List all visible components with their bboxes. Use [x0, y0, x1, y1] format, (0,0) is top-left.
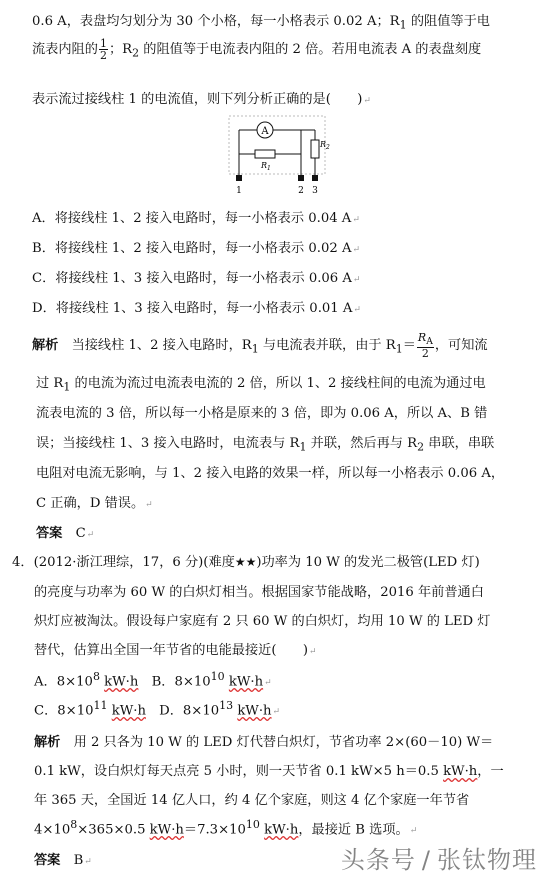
watermark-slash: / — [421, 846, 431, 874]
question-text: (2012·浙江理综，17，6 分)(难度 — [33, 555, 235, 570]
ammeter-label: A — [261, 126, 269, 137]
answer-value: B — [73, 853, 84, 868]
q2-analysis-line-3 — [34, 789, 469, 808]
paragraph-mark-icon: ↵ — [264, 678, 272, 689]
fraction-ra-over-2 — [417, 332, 434, 359]
q1-analysis-line-3 — [36, 402, 487, 421]
r1-letter: R — [261, 161, 268, 170]
paragraph-mark-icon: ↵ — [145, 500, 153, 510]
subscript: 2 — [417, 440, 425, 454]
q1-analysis-line-5 — [36, 462, 504, 481]
paragraph-mark-icon: ↵ — [353, 305, 361, 315]
intro-text: ；R — [108, 42, 133, 57]
unit-text: kW·h — [228, 674, 264, 690]
analysis-text: 过 R — [36, 376, 64, 391]
r1-label — [260, 161, 271, 172]
fraction-denominator: 2 — [421, 347, 429, 361]
q1-analysis-line-4 — [36, 432, 494, 454]
q2-line-2 — [34, 581, 484, 600]
terminal-3 — [312, 175, 318, 181]
analysis-text: 并联，然后再与 R — [306, 436, 418, 451]
subscript: 1 — [399, 18, 407, 32]
analysis-text: 用 2 只各为 10 W 的 LED 灯代替白炽灯，节省功率 2×(60－10) W＝ — [73, 735, 494, 750]
superscript: 8 — [70, 818, 78, 831]
option-text: C．将接线柱 1、3 接入电路时，每一小格表示 0.06 A — [32, 271, 352, 286]
analysis-text: ，一 — [477, 764, 504, 779]
q2-answer — [34, 849, 92, 868]
question-number: 4． — [12, 555, 34, 570]
analysis-text: 0.1 kW，设白炽灯每天点亮 5 小时，则一天节省 0.1 kW×5 h＝0.5 — [34, 764, 444, 779]
analysis-text: 流表电流的 3 倍，所以每一小格是原来的 3 倍，即为 0.06 A，所以 A、B 错 — [36, 406, 488, 421]
q1-analysis-line-2 — [36, 372, 486, 394]
analysis-label: 解析 — [34, 735, 61, 750]
paragraph-mark-icon: ↵ — [352, 215, 360, 225]
q2-options-ab — [34, 670, 272, 689]
unit-text: kW·h — [111, 703, 146, 719]
option-text: C．8×10 — [34, 703, 94, 719]
r2-resistor — [311, 140, 319, 158]
r2-subscript: 2 — [326, 144, 330, 151]
analysis-text: 电阻对电流无影响，与 1、2 接入电路的效果一样，所以每一小格表示 0.06 A， — [36, 466, 505, 481]
watermark-text: 头条号 — [340, 846, 416, 874]
paragraph-mark-icon: ↵ — [309, 647, 317, 657]
analysis-text: ，可知流 — [434, 338, 488, 354]
q1-answer — [36, 522, 94, 541]
paragraph-mark-icon: ↵ — [84, 857, 92, 867]
option-text: A．将接线柱 1、2 接入电路时，每一小格表示 0.04 A — [32, 211, 352, 226]
superscript: 13 — [219, 699, 234, 712]
q1-option-d — [32, 297, 361, 316]
analysis-text: 的电流为流过电流表电流的 2 倍，所以 1、2 接线柱间的电流为通过电 — [70, 376, 486, 391]
intro-line-2 — [32, 38, 481, 61]
fraction-numerator: R — [417, 331, 427, 344]
watermark-text: 张钛物理 — [437, 846, 537, 874]
fraction-denominator: 2 — [99, 49, 107, 62]
analysis-text: 4×10 — [34, 822, 71, 838]
superscript: 11 — [93, 699, 108, 712]
paragraph-mark-icon: ↵ — [363, 96, 371, 106]
intro-line-3 — [32, 88, 371, 107]
option-text: A．8×10 — [34, 674, 93, 690]
analysis-text: C 正确，D 错误。 — [36, 496, 145, 511]
analysis-text: 当接线柱 1、2 接入电路时，R — [71, 338, 252, 354]
answer-label: 答案 — [36, 526, 63, 541]
q2-analysis-line-2 — [34, 760, 504, 779]
unit-text: kW·h — [149, 822, 184, 838]
superscript: 8 — [92, 670, 100, 683]
q1-option-b — [32, 237, 360, 256]
analysis-label: 解析 — [32, 338, 59, 354]
q2-options-cd — [34, 699, 280, 718]
subscript: 1 — [63, 380, 71, 394]
intro-text: 的阻值等于电流表内阻的 2 倍。若用电流表 A 的表盘刻度 — [139, 42, 482, 57]
subscript: 1 — [251, 342, 259, 356]
question-text: 炽灯应被淘汰。假设每户家庭有 2 只 60 W 的白炽灯，均用 10 W 的 LED 灯 — [34, 614, 491, 629]
subscript: 1 — [395, 342, 403, 356]
analysis-text: 误；当接线柱 1、3 接入电路时，电流表与 R — [36, 436, 300, 451]
q1-analysis-line-6 — [36, 492, 153, 511]
fraction-numerator: 1 — [99, 37, 107, 50]
terminal-3-label: 3 — [312, 186, 318, 196]
subscript: 2 — [132, 46, 140, 60]
r1-subscript: 1 — [267, 165, 271, 172]
unit-text: kW·h — [104, 674, 139, 690]
option-text: D．将接线柱 1、3 接入电路时，每一小格表示 0.01 A — [32, 301, 353, 316]
intro-line-1 — [32, 10, 490, 32]
analysis-text: ，最接近 B 选项。 — [298, 822, 409, 838]
intro-text: 表示流过接线柱 1 的电流值，则下列分析正确的是( ) — [32, 92, 363, 107]
superscript: 10 — [210, 670, 225, 683]
answer-value: C — [75, 526, 86, 541]
question-text: )功率为 10 W 的发光二极管(LED 灯) — [256, 555, 480, 570]
analysis-text: ×365×0.5 — [77, 822, 150, 838]
circuit-diagram — [221, 114, 333, 198]
paragraph-mark-icon: ↵ — [352, 275, 361, 285]
r2-letter: R — [320, 140, 327, 149]
intro-text: 的阻值等于电 — [406, 14, 490, 29]
unit-text: kW·h — [264, 822, 299, 838]
q2-line-4 — [34, 639, 317, 658]
paragraph-mark-icon: ↵ — [352, 245, 361, 255]
subscript: A — [426, 336, 433, 348]
terminal-1 — [236, 175, 242, 181]
question-text: 替代，估算出全国一年节省的电能最接近( ) — [34, 643, 309, 658]
analysis-text: 与电流表并联，由于 R — [258, 338, 396, 354]
analysis-text: ＝7.3×10 — [183, 822, 246, 838]
terminal-2-label: 2 — [298, 186, 304, 196]
q2-line-3 — [34, 610, 490, 629]
q2-line-1 — [12, 551, 480, 570]
intro-text: 0.6 A，表盘均匀划分为 30 个小格，每一小格表示 0.02 A；R — [32, 14, 400, 29]
q1-analysis-line-1 — [32, 332, 488, 359]
option-text: B．8×10 — [151, 674, 211, 690]
r1-resistor — [255, 150, 275, 158]
q1-option-a — [32, 207, 360, 226]
paragraph-mark-icon: ↵ — [86, 530, 95, 540]
answer-label: 答案 — [34, 853, 61, 868]
terminal-2 — [298, 175, 304, 181]
paragraph-mark-icon: ↵ — [409, 826, 418, 837]
difficulty-stars: ★★ — [234, 555, 257, 569]
analysis-text: ＝ — [402, 338, 416, 354]
q2-analysis-line-1 — [34, 731, 493, 750]
unit-text: kW·h — [443, 764, 478, 779]
fraction-one-half — [99, 38, 108, 61]
q2-analysis-line-4 — [34, 818, 417, 837]
option-text: B．将接线柱 1、2 接入电路时，每一小格表示 0.02 A — [32, 241, 352, 256]
paragraph-mark-icon: ↵ — [272, 707, 281, 718]
analysis-text: 串联，串联 — [424, 436, 495, 451]
question-text: 的亮度与功率为 60 W 的白炽灯相当。根据国家节能战略，2016 年前普通白 — [34, 585, 484, 600]
unit-text: kW·h — [237, 703, 272, 719]
option-text: D．8×10 — [159, 703, 220, 719]
analysis-text: 年 365 天，全国近 14 亿人口，约 4 亿个家庭，则这 4 亿个家庭一年节省 — [34, 793, 470, 808]
terminal-1-label: 1 — [236, 186, 242, 196]
watermark — [341, 840, 537, 875]
subscript: 1 — [299, 440, 307, 454]
q1-option-c — [32, 267, 360, 286]
superscript: 10 — [245, 818, 260, 831]
intro-text: 流表内阻的 — [32, 42, 98, 57]
